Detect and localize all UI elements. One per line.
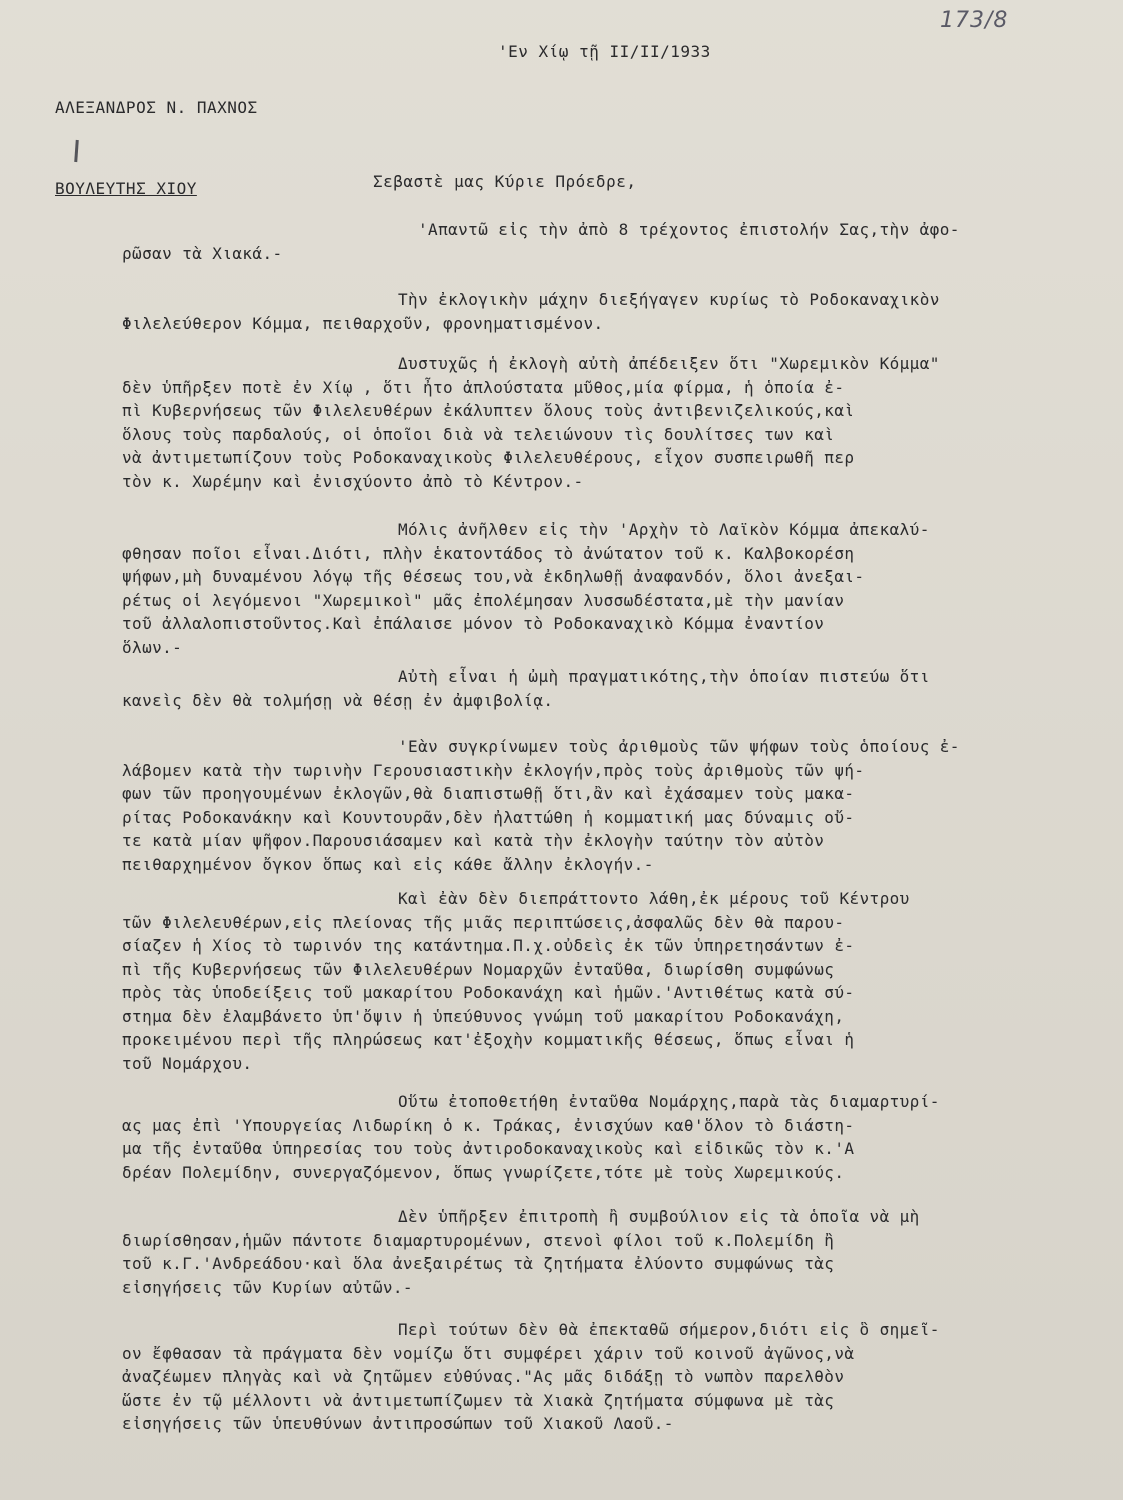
text-line: φων τῶν προηγουμένων ἐκλογῶν,θὰ διαπιστωθῇ ὅτι,ἂν καὶ ἐχάσαμεν τοὺς μακα- [122, 784, 855, 803]
text-line: νὰ ἀντιμετωπίζουν τοὺς Ροδοκαναχικοὺς Φιλελευθέρους, εἶχον συσπειρωθῆ περ [122, 448, 855, 467]
text-line: Αὐτὴ εἶναι ἡ ὠμὴ πραγματικότης,τὴν ὁποίαν πιστεύω ὅτι [398, 667, 930, 686]
text-line: διωρίσθησαν,ἡμῶν πάντοτε διαμαρτυρομένων, στενοὶ φίλοι τοῦ κ.Πολεμίδη ἢ [122, 1230, 835, 1250]
text-line: ρίτας Ροδοκανάκην καὶ Κουντουρᾶν,δὲν ἠλαττώθη ἡ κομματική μας δύναμις οὔ- [122, 807, 855, 827]
paragraph [0, 1318, 1123, 1436]
text-line: Καὶ ἐὰν δὲν διεπράττοντο λάθη,ἐκ μέρους τοῦ Κέντρου [398, 889, 910, 908]
text-line: ας μας ἐπὶ 'Υπουργείας Λιδωρίκη ὁ κ. Τράκας, ἐνισχύων καθ'ὅλον τὸ διάστη- [122, 1115, 855, 1135]
sender-name: ΑΛΕΞΑΝΔΡΟΣ Ν. ΠΑΧΝΟΣ [55, 98, 258, 117]
text-line: λάβομεν κατὰ τὴν τωρινὴν Γερουσιαστικὴν ἐκλογήν,πρὸς τοὺς ἀριθμοὺς τῶν ψή- [122, 760, 865, 780]
text-line: εἰσηγήσεις τῶν Κυρίων αὐτῶν.- [122, 1277, 413, 1297]
paragraph [0, 288, 1123, 335]
text-line: ον ἔφθασαν τὰ πράγματα δὲν νομίζω ὅτι συμφέρει χάριν τοῦ κοινοῦ ἀγῶνος,νὰ [122, 1343, 855, 1363]
text-line: τοῦ κ.Γ.'Ανδρεάδου·καὶ ὅλα ἀνεξαιρέτως τὰ ζητήματα ἐλύοντο συμφώνως τὰς [122, 1254, 835, 1273]
archive-stamp: 173/8 [940, 8, 1009, 33]
text-line: τοῦ Νομάρχου. [122, 1053, 253, 1073]
text-line: ρῶσαν τὰ Χιακά.- [122, 243, 283, 263]
text-line: τῶν Φιλελευθέρων,εἰς πλείονας τῆς μιᾶς περιπτώσεις,ἀσφαλῶς δὲν θὰ παρου- [122, 912, 845, 932]
paragraph [0, 1090, 1123, 1184]
text-line: στημα δὲν ἐλαμβάνετο ὑπ'ὄψιν ἡ ὑπεύθυνος γνώμη τοῦ μακαρίτου Ροδοκανάχη, [122, 1006, 845, 1026]
text-line: δρέαν Πολεμίδην, συνεργαζόμενον, ὅπως γνωρίζετε,τότε μὲ τοὺς Χωρεμικούς. [122, 1162, 845, 1182]
text-line: Δὲν ὑπῆρξεν ἐπιτροπὴ ἢ συμβούλιον εἰς τὰ ὁποῖα νὰ μὴ [398, 1207, 920, 1226]
text-line: Μόλις ἀνῆλθεν εἰς τὴν 'Αρχὴν τὸ Λαϊκὸν Κόμμα ἀπεκαλύ- [398, 520, 930, 539]
text-line: Οὕτω ἐτοποθετήθη ἐνταῦθα Νομάρχης,παρὰ τὰς διαμαρτυρί- [398, 1092, 940, 1111]
text-line: δὲν ὑπῆρξεν ποτὲ ἐν Χίῳ , ὅτι ἦτο ἁπλούστατα μῦθος,μία φίρμα, ἡ ὁποία ἐ- [122, 377, 845, 397]
paragraph [0, 352, 1123, 493]
text-line: Δυστυχῶς ἡ ἐκλογὴ αὐτὴ ἀπέδειξεν ὅτι "Χωρεμικὸν Κόμμα" [398, 354, 940, 373]
sender-title: ΒΟΥΛΕΥΤΗΣ ΧΙΟΥ [55, 179, 197, 198]
paragraph [0, 665, 1123, 712]
text-line: ὅλους τοὺς παρδαλούς, οἱ ὁποῖοι διὰ νὰ τελειώνουν τὶς δουλίτσες των καὶ [122, 424, 835, 444]
paragraph [0, 887, 1123, 1075]
paragraph [0, 218, 1123, 265]
paragraph [0, 1205, 1123, 1299]
text-line: κανεὶς δὲν θὰ τολμήσῃ νὰ θέσῃ ἐν ἀμφιβολίᾳ. [122, 690, 554, 710]
text-line: τὸν κ. Χωρέμην καὶ ἐνισχύοντο ἀπὸ τὸ Κέντρον.- [122, 471, 584, 491]
text-line: μα τῆς ἐνταῦθα ὑπηρεσίας του τοὺς ἀντιροδοκαναχικοὺς καὶ εἰδικῶς τὸν κ.'Α [122, 1139, 855, 1158]
text-line: Τὴν ἐκλογικὴν μάχην διεξήγαγεν κυρίως τὸ Ροδοκαναχικὸν [398, 290, 940, 309]
text-line: ψήφων,μὴ δυναμένου λόγῳ τῆς θέσεως του,νὰ ἐκδηλωθῇ ἀναφανδόν, ὅλοι ἀνεξαι- [122, 567, 865, 586]
text-line: πειθαρχημένον ὄγκον ὅπως καὶ εἰς κάθε ἄλλην ἐκλογήν.- [122, 854, 654, 874]
text-line: 'Απαντῶ εἰς τὴν ἀπὸ 8 τρέχοντος ἐπιστολήν Σας,τὴν ἀφο- [418, 220, 960, 239]
text-line: ὥστε ἐν τῷ μέλλοντι νὰ ἀντιμετωπίζωμεν τὰ Χιακὰ ζητήματα σύμφωνα μὲ τὰς [122, 1390, 835, 1410]
text-line: πὶ Κυβερνήσεως τῶν Φιλελευθέρων ἐκάλυπτεν ὅλους τοὺς ἀντιβενιζελικούς,καὶ [122, 401, 855, 420]
text-line: Περὶ τούτων δὲν θὰ ἐπεκταθῶ σήμερον,διότι εἰς ὃ σημεῖ- [398, 1320, 940, 1339]
text-line: Φιλελεύθερον Κόμμα, πειθαρχοῦν, φρονηματισμένον. [122, 313, 604, 333]
text-line: ρέτως οἱ λεγόμενοι "Χωρεμικοὶ" μᾶς ἐπολέμησαν λυσσωδέστατα,μὲ τὴν μανίαν [122, 590, 845, 610]
text-line: προκειμένου περὶ τῆς πληρώσεως κατ'ἐξοχὴν κομματικῆς θέσεως, ὅπως εἶναι ἡ [122, 1030, 855, 1049]
text-line: ὅλων.- [122, 637, 183, 657]
text-line: φθησαν ποῖοι εἶναι.Διότι, πλὴν ἑκατοντάδος τὸ ἀνώτατον τοῦ κ. Καλβοκορέση [122, 543, 855, 563]
text-line: τοῦ ἀλλαλοπιστοῦντος.Καὶ ἐπάλαισε μόνον τὸ Ροδοκαναχικὸ Κόμμα ἐναντίον [122, 614, 825, 633]
text-line: 'Εὰν συγκρίνωμεν τοὺς ἀριθμοὺς τῶν ψήφων τοὺς ὁποίους ἐ- [398, 737, 960, 756]
text-line: πὶ τῆς Κυβερνήσεως τῶν Φιλελευθέρων Νομαρχῶν ἐνταῦθα, διωρίσθη συμφώνως [122, 959, 835, 979]
place-date: 'Εν Χίῳ τῇ II/II/1933 [498, 42, 711, 61]
salutation: Σεβαστὲ μας Κύριε Πρόεδρε, [373, 172, 637, 191]
text-line: τε κατὰ μίαν ψῆφον.Παρουσιάσαμεν καὶ κατὰ τὴν ἐκλογὴν ταύτην τὸν αὐτὸν [122, 831, 825, 850]
text-line: σίαζεν ἡ Χίος τὸ τωρινόν της κατάντημα.Π.χ.οὐδεὶς ἐκ τῶν ὑπηρετησάντων ἐ- [122, 936, 855, 955]
text-line: εἰσηγήσεις τῶν ὑπευθύνων ἀντιπροσώπων τοῦ Χιακοῦ Λαοῦ.- [122, 1414, 674, 1433]
text-line: πρὸς τὰς ὑποδείξεις τοῦ μακαρίτου Ροδοκανάχη καὶ ἡμῶν.'Αντιθέτως κατὰ σύ- [122, 983, 855, 1002]
paragraph [0, 735, 1123, 876]
text-line: ἀναζέωμεν πληγὰς καὶ νὰ ζητῶμεν εὐθύνας."Ας μᾶς διδάξῃ τὸ νωπὸν παρελθὸν [122, 1367, 845, 1386]
paragraph [0, 518, 1123, 659]
